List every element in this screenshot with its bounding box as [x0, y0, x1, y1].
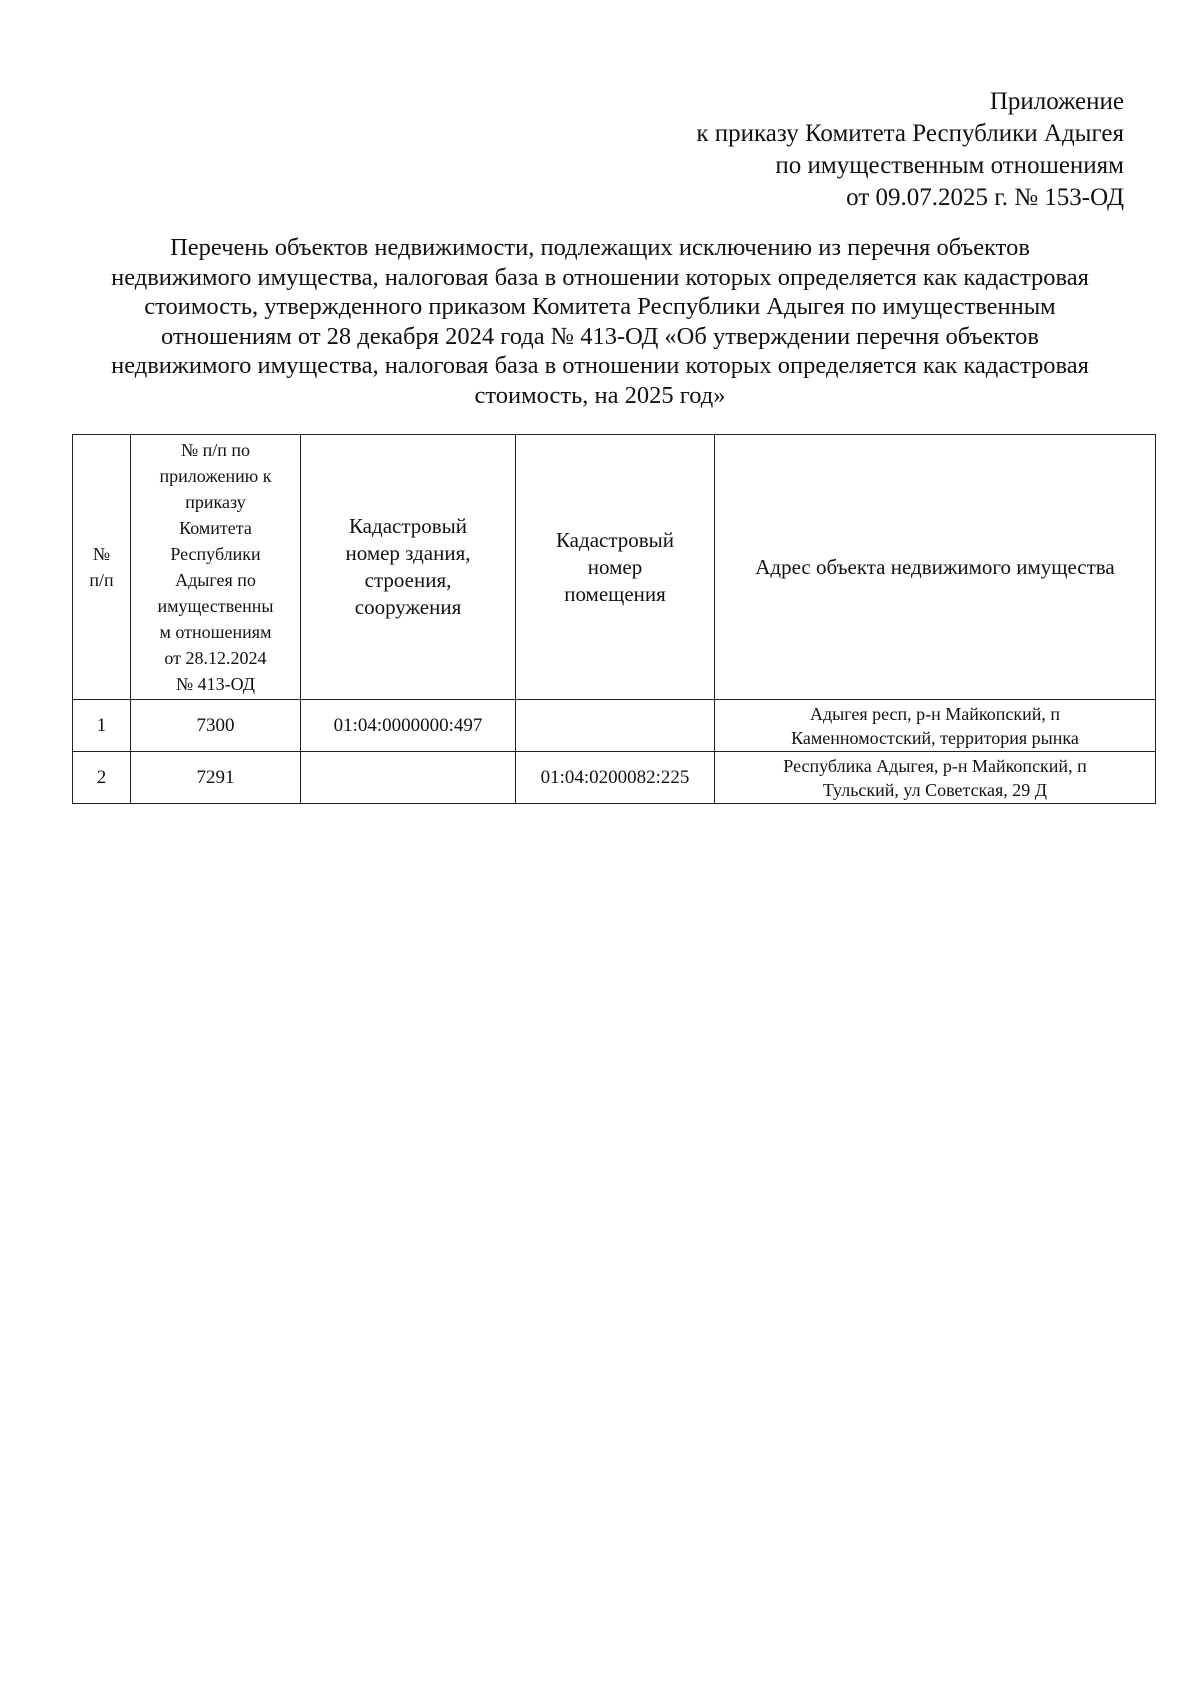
header-line: к приказу Комитета Республики Адыгея: [696, 120, 1124, 147]
cell-premise-cadastral: [516, 700, 715, 752]
cell-index: 2: [73, 752, 131, 804]
cell-reference: 7291: [131, 752, 301, 804]
cell-building-cadastral: [301, 752, 516, 804]
address-line: Каменномостский, территория рынка: [791, 727, 1079, 748]
header-text: номер: [587, 554, 643, 579]
address-line: Адыгея респ, р-н Майкопский, п: [809, 703, 1061, 724]
header-text: приказу: [185, 492, 246, 512]
table-row: [73, 752, 1156, 804]
title-line: стоимость, утвержденного приказом Комитета Республики Адыгея по имущественным: [144, 293, 1056, 320]
cell-reference: 7300: [131, 700, 301, 752]
header-text: Адыгея по: [175, 570, 256, 590]
header-text: Кадастровый: [348, 514, 468, 538]
header-address: Адрес объекта недвижимого имущества: [715, 435, 1156, 700]
header-text: имущественны: [157, 596, 274, 616]
title-line: Перечень объектов недвижимости, подлежащих исключению из перечня объектов: [170, 234, 1030, 261]
document-title: [40, 233, 1160, 410]
header-building-cadastral: [301, 435, 516, 700]
header-text: строения,: [364, 568, 452, 592]
header-reference-number: [131, 435, 301, 700]
header-text: приложению к: [159, 466, 272, 486]
header-line: от 09.07.2025 г. № 153-ОД: [846, 184, 1124, 211]
property-table: [72, 434, 1156, 804]
table-row: [73, 700, 1156, 752]
header-text: м отношениям: [159, 622, 272, 642]
header-index: [73, 435, 131, 700]
header-text: № п/п по: [180, 440, 251, 460]
cell-address: [715, 752, 1156, 804]
header-text: №: [92, 544, 111, 564]
header-line: Приложение: [989, 88, 1124, 115]
title-line: недвижимого имущества, налоговая база в отношении которых определяется как кадастровая: [111, 352, 1089, 379]
cell-building-cadastral: 01:04:0000000:497: [301, 700, 516, 752]
header-text: Республики: [170, 544, 261, 564]
header-text: от 28.12.2024: [164, 648, 267, 668]
header-text: Кадастровый: [555, 527, 675, 552]
header-text: № 413-ОД: [175, 674, 256, 694]
cell-address: [715, 700, 1156, 752]
cell-index: 1: [73, 700, 131, 752]
header-text: номер здания,: [345, 541, 471, 565]
header-text: Комитета: [179, 518, 252, 538]
title-line: недвижимого имущества, налоговая база в отношении которых определяется как кадастровая: [111, 263, 1089, 291]
title-line: отношениям от 28 декабря 2024 года № 413-ОД «Об утверждении перечня объектов: [161, 322, 1039, 350]
title-line: стоимость, на 2025 год»: [474, 381, 726, 409]
table-header-row: [73, 435, 1156, 700]
address-line: Тульский, ул Советская, 29 Д: [822, 779, 1048, 800]
header-text: п/п: [89, 570, 114, 590]
header-line: по имущественным отношениям: [775, 152, 1124, 179]
header-text: помещения: [564, 581, 666, 606]
header-text: сооружения: [354, 595, 462, 619]
address-line: Республика Адыгея, р-н Майкопский, п: [783, 755, 1087, 776]
document-header: [696, 86, 1124, 214]
header-premise-cadastral: [516, 435, 715, 700]
cell-premise-cadastral: 01:04:0200082:225: [516, 752, 715, 804]
